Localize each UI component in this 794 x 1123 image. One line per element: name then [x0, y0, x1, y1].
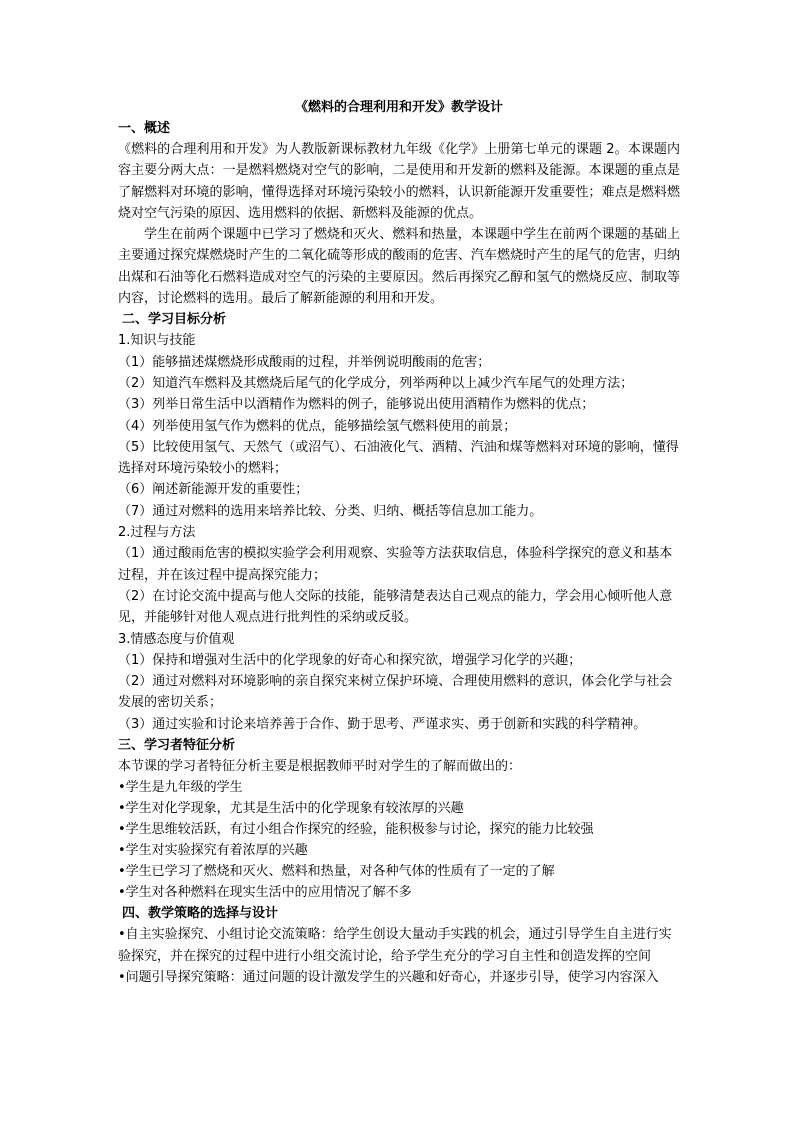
- section-heading-objectives: 二、学习目标分析: [122, 312, 227, 328]
- knowledge-item-1: （1）能够描述煤燃烧形成酸雨的过程，并举例说明酸雨的危害；: [118, 354, 491, 370]
- learner-bullet-1: •学生是九年级的学生: [118, 780, 243, 796]
- document-title: 《燃料的合理利用和开发》教学设计: [294, 100, 503, 115]
- subheading-knowledge-skills: 1.知识与技能: [118, 333, 196, 349]
- strategy-item-1: •自主实验探究、小组讨论交流策略：给学生创设大量动手实践的机会，通过引导学生自主进行实验探究，并在探究的过程中进行小组交流讨论，给予学生充分的学习自主性和创造发挥的空间: [118, 927, 672, 964]
- method-item-2: （2）在讨论交流中提高与他人交际的技能，能够清楚表达自己观点的能力，学会用心倾听他人意见，并能够针对他人观点进行批判性的采纳或反驳。: [118, 588, 673, 626]
- knowledge-item-7: （7）通过对燃料的选用来培养比较、分类、归纳、概括等信息加工能力。: [118, 503, 543, 519]
- learner-bullet-3: •学生思维较活跃，有过小组合作探究的经验，能积极参与讨论，探究的能力比较强: [118, 822, 594, 838]
- section-heading-overview: 一、概述: [118, 121, 171, 136]
- subheading-process-methods: 2.过程与方法: [118, 525, 196, 541]
- attitude-item-1: （1）保持和增强对生活中的化学现象的好奇心和探究欲，增强学习化学的兴趣；: [118, 652, 582, 668]
- knowledge-item-3: （3）列举日常生活中以酒精作为燃料的例子，能够说出使用酒精作为燃料的优点；: [118, 397, 595, 413]
- knowledge-item-5: （5）比较使用氢气、天然气（或沼气）、石油液化气、酒精、汽油和煤等燃料对环境的影响，懂得选择对环境污染较小的燃料；: [118, 439, 679, 477]
- document-page: [118, 97, 680, 988]
- learner-bullet-6: •学生对各种燃料在现实生活中的应用情况了解不多: [118, 885, 412, 901]
- knowledge-item-6: （6）阐述新能源开发的重要性；: [118, 482, 309, 498]
- learner-intro: 本节课的学习者特征分析主要是根据教师平时对学生的了解而做出的：: [118, 759, 522, 775]
- attitude-item-2: （2）通过对燃料对环境影响的亲自探究来树立保护环境、合理使用燃料的意识，体会化学与社会发展的密切关系；: [118, 674, 673, 711]
- section-heading-learner-analysis: 三、学习者特征分析: [118, 738, 236, 754]
- overview-paragraph-2: 学生在前两个课题中已学习了燃烧和灭火、燃料和热量，本课题中学生在前两个课题的基础上主要通过探究煤燃烧时产生的二氧化硫等形成的酸雨的危害、汽车燃烧时产生的尾气的危害，归纳出煤和石油等化石燃料造成对空气的污染的主要原因。然后再探究乙醇和氢气的燃烧反应、制取等内容，讨论燃料的选用。最后了解新能源的利用和开发。: [118, 227, 680, 307]
- method-item-1: （1）通过酸雨危害的模拟实验学会利用观察、实验等方法获取信息，体验科学探究的意义和基本过程，并在该过程中提高探究能力；: [118, 546, 673, 583]
- overview-paragraph-1: 《燃料的合理利用和开发》为人教版新课标教材九年级《化学》上册第七单元的课题 2。本课题内容主要分两大点：一是燃料燃烧对空气的影响，二是使用和开发新的燃料及能源。本课题的重点是了解燃料对环境的影响，懂得选择对环境污染较小的燃料，认识新能源开发重要性；难点是燃料燃烧对空气污染的原因、选用燃料的依据、新燃料及能源的优点。: [118, 142, 680, 221]
- learner-bullet-5: •学生已学习了燃烧和灭火、燃料和热量，对各种气体的性质有了一定的了解: [118, 864, 555, 880]
- subheading-attitudes-values: 3.情感态度与价值观: [118, 631, 235, 647]
- learner-bullet-2: •学生对化学现象，尤其是生活中的化学现象有较浓厚的兴趣: [118, 801, 464, 817]
- strategy-item-2: •问题引导探究策略：通过问题的设计激发学生的兴趣和好奇心，并逐步引导，使学习内容深入: [118, 969, 659, 985]
- attitude-item-3: （3）通过实验和讨论来培养善于合作、勤于思考、严谨求实、勇于创新和实践的科学精神。: [118, 716, 647, 732]
- section-heading-strategy: 四、教学策略的选择与设计: [122, 906, 279, 922]
- learner-bullet-4: •学生对实验探究有着浓厚的兴趣: [118, 843, 308, 859]
- knowledge-item-2: （2）知道汽车燃料及其燃烧后尾气的化学成分，列举两种以上减少汽车尾气的处理方法；: [118, 375, 634, 391]
- knowledge-item-4: （4）列举使用氢气作为燃料的优点，能够描绘氢气燃料使用的前景；: [118, 418, 517, 434]
